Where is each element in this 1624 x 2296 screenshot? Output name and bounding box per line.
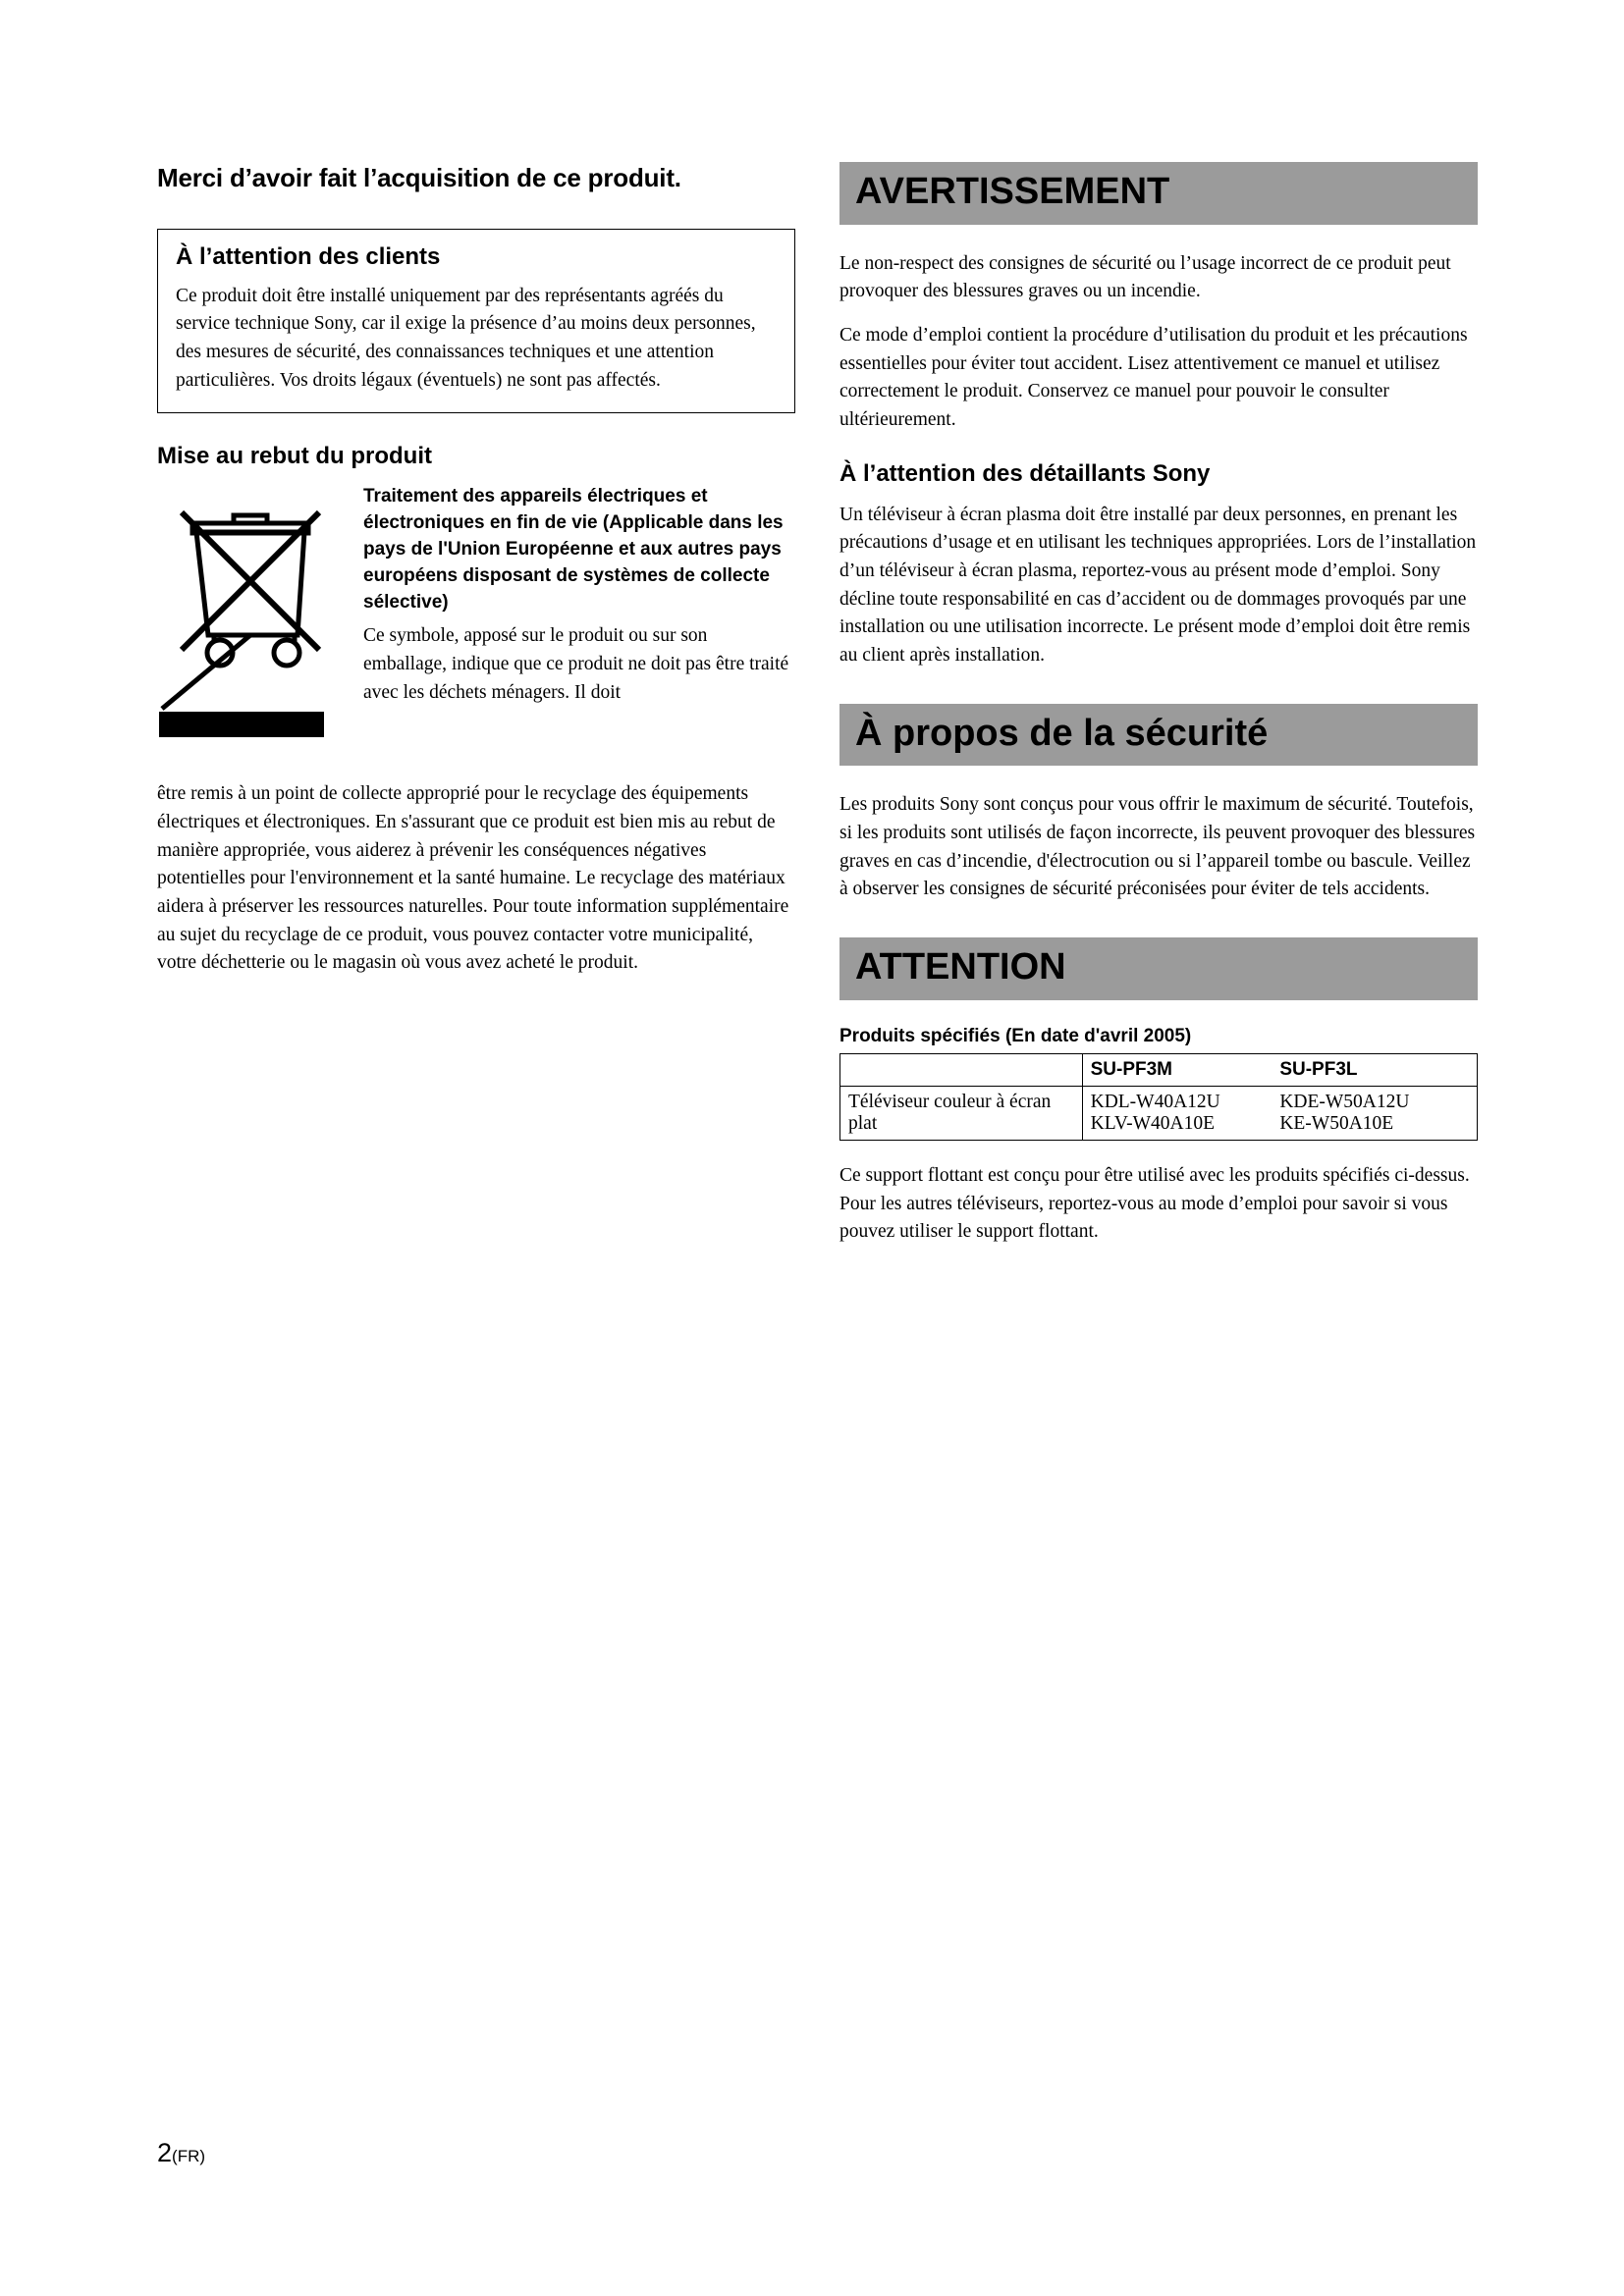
page-number-value: 2	[157, 2138, 173, 2167]
table-header-model-1: SU-PF3M	[1090, 1058, 1173, 1080]
table-header-blank	[840, 1053, 1083, 1086]
disposal-body-wrapped: Ce symbole, apposé sur le produit ou sur son emballage, indique que ce produit ne doit pas être traité avec les déchets ménagers. Il doit	[363, 625, 789, 703]
table-cell-column-1-line-1: KDL-W40A12U	[1090, 1091, 1220, 1112]
table-header-models	[1082, 1053, 1477, 1086]
customers-notice-box	[157, 229, 795, 414]
warning-paragraph-1: Le non-respect des consignes de sécurité ou l’usage incorrect de ce produit peut provoquer des blessures graves ou un incendie.	[839, 252, 1451, 302]
after-table-paragraph-1: Ce support flottant est conçu pour être utilisé avec les produits spécifiés ci-dessus.	[839, 1164, 1470, 1186]
disposal-heading: Mise au rebut du produit	[157, 443, 432, 470]
customers-notice-body: Ce produit doit être installé uniquement par des représentants agréés du service technique Sony, car il exige la présence d’au moins deux personnes, des mesures de sécurité, des connaissances techniques et une attention particulières. Vos droits légaux (éventuels) ne sont pas affectés.	[176, 285, 756, 391]
warning-banner: AVERTISSEMENT	[839, 162, 1478, 225]
specified-products-table	[839, 1053, 1478, 1141]
table-row	[840, 1086, 1478, 1140]
customers-notice-heading: À l’attention des clients	[176, 242, 441, 270]
table-header-model-2: SU-PF3L	[1279, 1058, 1358, 1080]
page-number	[157, 2138, 205, 2168]
disposal-block	[157, 484, 795, 778]
table-cell-column-2-line-1: KDE-W50A12U	[1279, 1091, 1410, 1112]
warning-paragraph-2: Ce mode d’emploi contient la procédure d’utilisation du produit et les précautions essentielles pour éviter tout accident. Lisez attentivement ce manuel et utilisez correctement le produit. Conservez ce manuel pour pouvoir le consulter ultérieurement.	[839, 325, 1468, 431]
page-title: Merci d’avoir fait l’acquisition de ce produit.	[157, 163, 681, 192]
table-cell-column-2-line-2: KE-W50A10E	[1279, 1112, 1394, 1134]
after-table-paragraph-2: Pour les autres téléviseurs, reportez-vous au mode d’emploi pour savoir si vous pouvez utiliser le support flottant.	[839, 1193, 1448, 1243]
table-row-label: Téléviseur couleur à écran plat	[840, 1086, 1083, 1140]
attention-banner: ATTENTION	[839, 937, 1478, 1000]
safety-banner: À propos de la sécurité	[839, 704, 1478, 767]
table-row-values	[1082, 1086, 1477, 1140]
retailers-body: Un téléviseur à écran plasma doit être installé par deux personnes, en prenant les précautions d’usage et en utilisant les techniques appropriées. Lors de l’installation d’un téléviseur à écran plasma, reportez-vous au présent mode d’emploi. Sony décline toute responsabilité en cas d’accident ou de dommages provoqués par une installation ou une utilisation incorrecte. Le présent mode d’emploi doit être remis au client après installation.	[839, 504, 1477, 667]
left-column	[157, 162, 795, 978]
right-column	[839, 162, 1478, 1247]
crossed-out-wheeled-bin-icon	[157, 488, 353, 763]
page-number-suffix: (FR)	[172, 2147, 206, 2165]
disposal-bold-lead: Traitement des appareils électriques et électroniques en fin de vie (Applicable dans les pays de l'Union Européenne et aux autres pays européens disposant de systèmes de collecte sélective)	[363, 486, 784, 614]
retailers-heading: À l’attention des détaillants Sony	[839, 459, 1211, 487]
table-header-row	[840, 1053, 1478, 1086]
disposal-body-rest: être remis à un point de collecte approprié pour le recyclage des équipements électriques et électroniques. En s'assurant que ce produit est bien mis au rebut de manière appropriée, vous aiderez à prévenir les conséquences négatives potentielles pour l'environnement et la santé humaine. Le recyclage des matériaux aidera à préserver les ressources naturelles. Pour toute information supplémentaire au sujet du recyclage de ce produit, vous pouvez contacter votre municipalité, votre déchetterie ou le magasin où vous avez acheté le produit.	[157, 783, 789, 974]
spec-table-caption: Produits spécifiés (En date d'avril 2005)	[839, 1025, 1192, 1046]
safety-body: Les produits Sony sont conçus pour vous offrir le maximum de sécurité. Toutefois, si les produits sont utilisés de façon incorrecte, ils peuvent provoquer des blessures graves en cas d’incendie, d'électrocution ou si l’appareil tombe ou bascule. Veillez à observer les consignes de sécurité préconisées pour éviter de tels accidents.	[839, 794, 1476, 900]
table-cell-column-1-line-2: KLV-W40A10E	[1090, 1112, 1215, 1134]
